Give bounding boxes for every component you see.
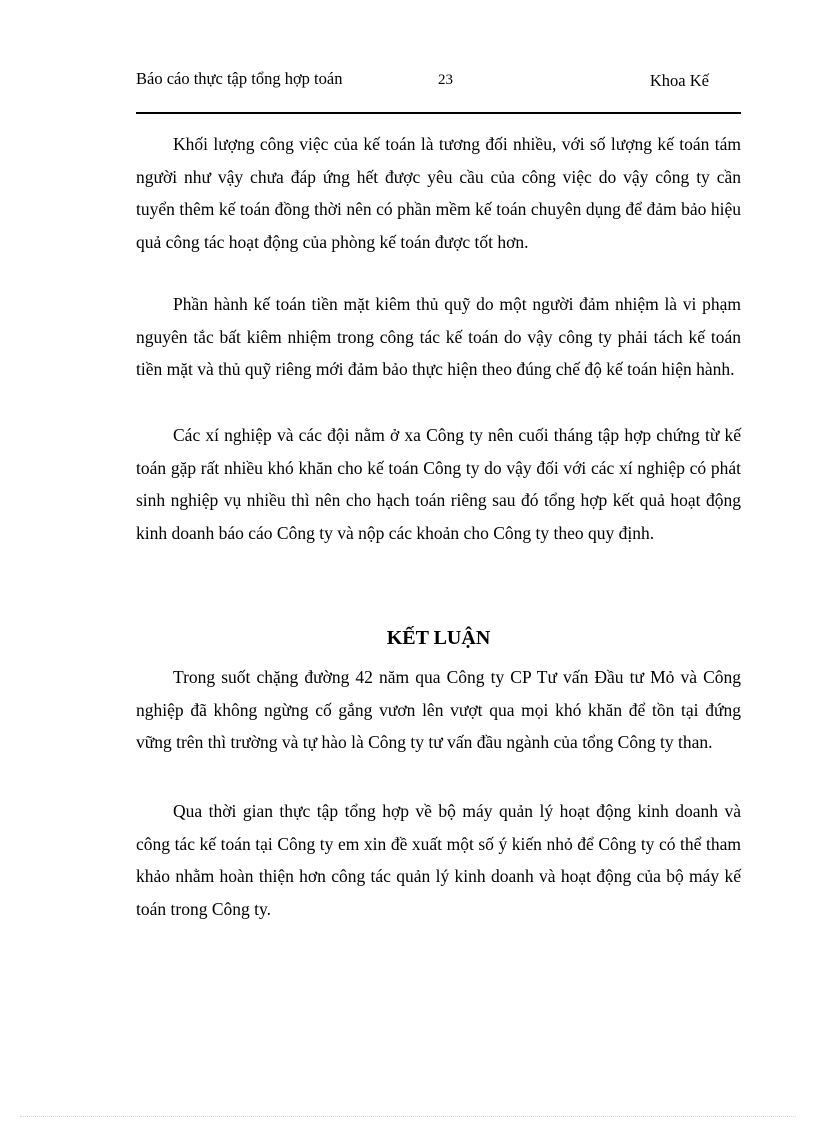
conclusion-paragraph-1: Trong suốt chặng đường 42 năm qua Công ty CP Tư vấn Đầu tư Mỏ và Công nghiệp đã không ngừng cố gắng vươn lên vượt qua mọi khó khăn để tồn tại đứng vững trên thì trường và tự hào là Công ty tư vấn đầu ngành của tổng Công ty than.: [136, 667, 741, 753]
conclusion-paragraph-2: Qua thời gian thực tập tổng hợp về bộ máy quản lý hoạt động kinh doanh và công tác kế toán tại Công ty em xin đề xuất một số ý kiến nhỏ để Công ty có thể tham khảo nhằm hoàn thiện hơn công tác quản lý kinh doanh và hoạt động của bộ máy kế toán trong Công ty.: [136, 801, 741, 919]
body-paragraph-2: Phần hành kế toán tiền mặt kiêm thủ quỹ do một người đảm nhiệm là vi phạm nguyên tắc bất kiêm nhiệm trong công tác kế toán do vậy công ty phải tách kế toán tiền mặt và thủ quỹ riêng mới đảm bảo thực hiện theo đúng chế độ kế toán hiện hành.: [136, 294, 741, 380]
page-header: [136, 68, 740, 112]
header-report-title: Báo cáo thực tập tổng hợp toán: [136, 69, 343, 88]
header-department: Khoa Kế: [649, 71, 709, 90]
conclusion-heading: KẾT LUẬN: [386, 627, 491, 649]
page-number: 23: [438, 72, 453, 88]
body-paragraph-1: Khối lượng công việc của kế toán là tương đối nhiều, với số lượng kế toán tám người như vậy chưa đáp ứng hết được yêu cầu của công việc do vậy công ty cần tuyển thêm kế toán đồng thời nên có phần mềm kế toán chuyên dụng để đảm bảo hiệu quả công tác hoạt động của phòng kế toán được tốt hơn.: [136, 134, 741, 252]
body-paragraph-3: Các xí nghiệp và các đội nằm ở xa Công ty nên cuối tháng tập hợp chứng từ kế toán gặp rất nhiều khó khăn cho kế toán Công ty do vậy đối với các xí nghiệp có phát sinh nghiệp vụ nhiều thì nên cho hạch toán riêng sau đó tổng hợp kết quả hoạt động kinh doanh báo cáo Công ty và nộp các khoản cho Công ty theo quy định.: [136, 425, 741, 543]
header-divider: [136, 112, 741, 114]
page-bottom-dotted-border: [20, 1116, 796, 1117]
